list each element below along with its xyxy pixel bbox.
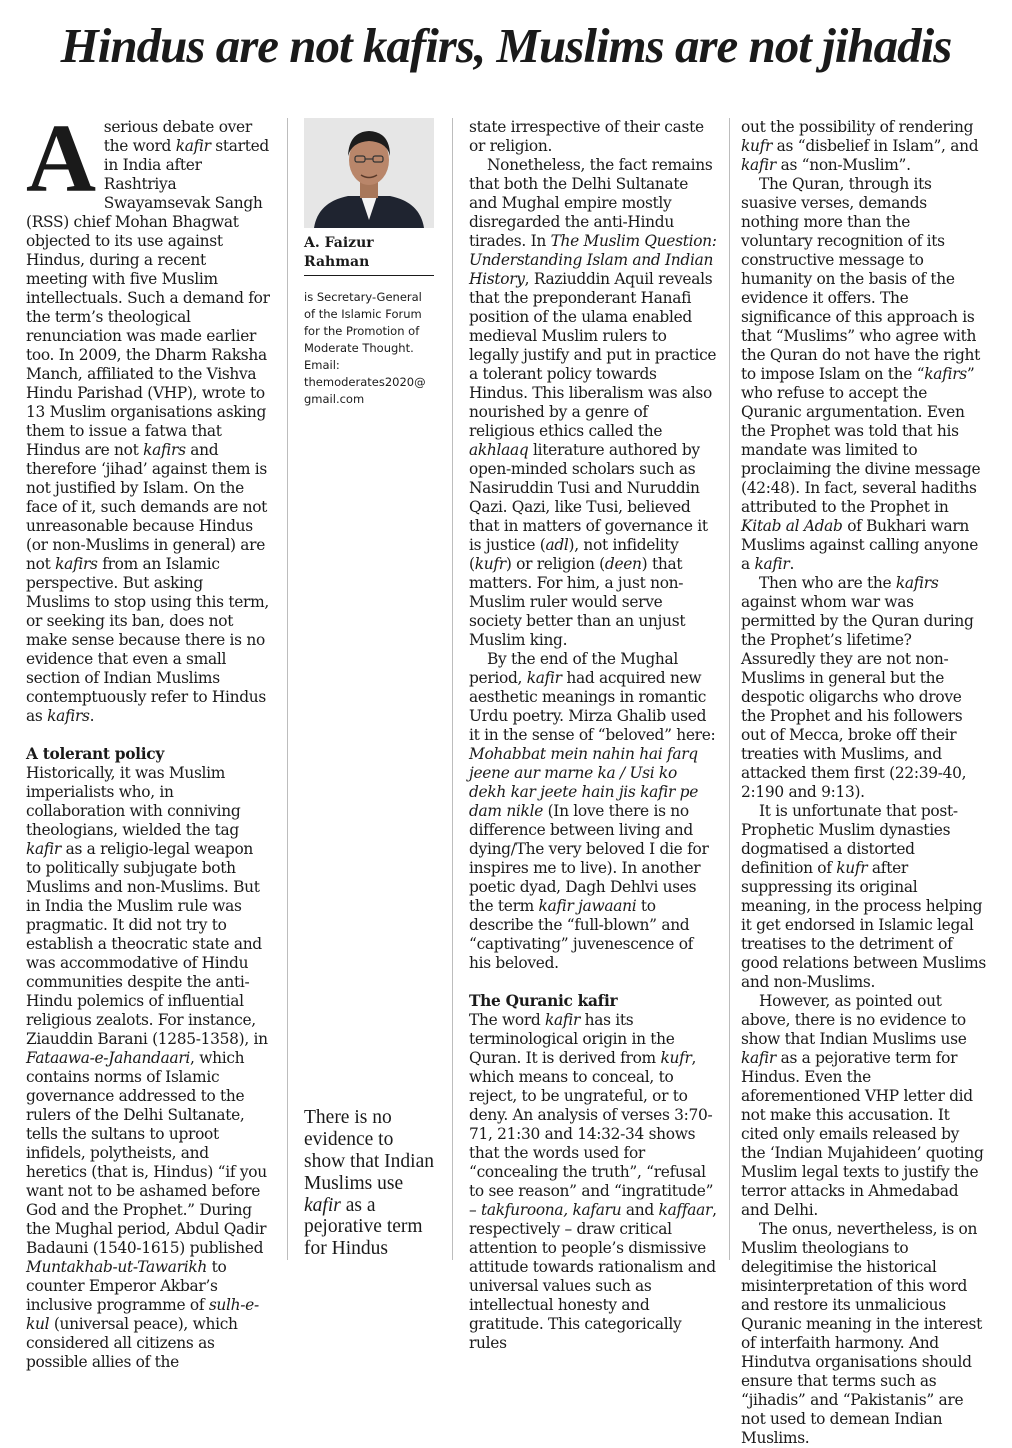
article-paragraph: Historically, it was Muslim imperialists who, in collaboration with conniving theologians, wielded the tag kafir as a religio-legal weapon to politically subjugate both Muslims and non-Muslims. But in India the Muslim rule was pragmatic. It did not try to establish a theocratic state and was accommodative of Hindu communities despite the anti-Hindu polemics of influential religious zealots. For instance, Ziauddin Barani (1285-1358), in Fataawa-e-Jahandaari, which contains norms of Islamic governance addressed to the rulers of the Delhi Sultanate, tells the sultans to uproot infidels, polytheists, and heretics (that is, Hindus) “if you want not to be ashamed before God and the Prophet.” During the Mughal period, Abdul Qadir Badauni (1540-1615) published Muntakhab-ut-Tawarikh to counter Emperor Akbar’s inclusive programme of sulh-e-kul (universal peace), which considered all citizens as possible allies of the xyxy=(26,764,268,1371)
author-bio: is Secretary-General of the Islamic Forum for the Promotion of Moderate Thought. Email: themoderates2020@ gmail.com xyxy=(304,290,426,406)
subhead-quranic-kafir: The Quranic kafir xyxy=(469,992,618,1010)
pull-quote: There is no evidence to show that Indian Muslims use kafir as a pejorative term for Hindus xyxy=(304,1107,434,1260)
article-column-1 xyxy=(26,105,271,1372)
article-paragraph: Then who are the kafirs against whom war was permitted by the Quran during the Prophet’s lifetime? Assuredly they are not non-Muslims in general but the despotic oligarchs who drove the Prophet and his followers out of Mecca, broke off their treaties with Muslims, and attacked them first (22:39-40, 2:190 and 9:13). xyxy=(741,574,974,801)
column-divider xyxy=(287,118,288,1260)
author-column xyxy=(304,118,434,1260)
article-paragraph: out the possibility of rendering kufr as “disbelief in Islam”, and kafir as “non-Muslim”. xyxy=(741,118,979,174)
article-paragraph: By the end of the Mughal period, kafir had acquired new aesthetic meanings in romantic Urdu poetry. Mirza Ghalib used it in the sense of “beloved” here: Mohabbat mein nahin hai farq jeene aur marne ka / Usi ko dekh kar jeete hain jis kafir pe dam nikle (In love there is no difference between living and dying/The very beloved I die for inspires me to live). In another poetic dyad, Dagh Dehlvi uses the term kafir jawaani to describe the “full-blown” and “captivating” juvenescence of his beloved. xyxy=(469,650,716,972)
author-name: A. Faizur Rahman xyxy=(304,234,434,276)
article-paragraph: Aserious debate over the word kafir started in India after Rashtriya Swayamsevak Sangh (RSS) chief Mohan Bhagwat objected to its use against Hindus, during a recent meeting with five Muslim intellectuals. Such a demand for the term’s theological renunciation was made earlier too. In 2009, the Dharm Raksha Manch, affiliated to the Vishva Hindu Parishad (VHP), wrote to 13 Muslim organisations asking them to issue a fatwa that Hindus are not kafirs and therefore ‘jihad’ against them is not justified by Islam. On the face of it, such demands are not unreasonable because Hindus (or non-Muslims in general) are not kafirs from an Islamic perspective. But asking Muslims to stop using this term, or seeking its ban, does not make sense because there is no evidence that even a small section of Indian Muslims contemptuously refer to Hindus as kafirs. xyxy=(26,105,270,725)
article-paragraph: The onus, nevertheless, is on Muslim theologians to delegitimise the historical misinterpretation of this word and restore its unmalicious Quranic meaning in the interest of interfaith harmony. And Hindutva organisations should ensure that terms such as “jihadis” and “Pakistanis” are not used to demean Indian Muslims. xyxy=(741,1220,982,1447)
article-column-3 xyxy=(469,118,717,1353)
article-paragraph: Nonetheless, the fact remains that both the Delhi Sultanate and Mughal empire mostly disregarded the anti-Hindu tirades. In The Muslim Question: Understanding Islam and Indian History, Raziuddin Aquil reveals that the preponderant Hanafi position of the ulama enabled medieval Muslim rulers to legally justify and put in practice a tolerant policy towards Hindus. This liberalism was also nourished by a genre of religious ethics called the akhlaaq literature authored by open-minded scholars such as Nasiruddin Tusi and Nuruddin Qazi. Qazi, like Tusi, believed that in matters of governance it is justice (adl), not infidelity (kufr) or religion (deen) that matters. For him, a just non-Muslim ruler would serve society better than an unjust Muslim king. xyxy=(469,156,717,649)
subhead-tolerant-policy: A tolerant policy xyxy=(26,745,164,763)
headline: Hindus are not kafirs, Muslims are not jihadis xyxy=(60,18,952,73)
article-paragraph: It is unfortunate that post-Prophetic Muslim dynasties dogmatised a distorted definition of kufr after suppressing its original meaning, in the process helping it get endorsed in Islamic legal treatises to the detriment of good relations between Muslims and non-Muslims. xyxy=(741,802,987,991)
article-paragraph: state irrespective of their caste or religion. xyxy=(469,118,704,155)
article-paragraph: However, as pointed out above, there is no evidence to show that Indian Muslims use kafir as a pejorative term for Hindus. Even the aforementioned VHP letter did not make this accusation. It cited only emails released by the ‘Indian Mujahideen’ quoting Muslim legal texts to justify the terror attacks in Ahmedabad and Delhi. xyxy=(741,992,984,1219)
author-photo-icon xyxy=(304,118,434,228)
article-paragraph: The word kafir has its terminological origin in the Quran. It is derived from kufr, which means to conceal, to reject, to be ungrateful, or to deny. An analysis of verses 3:70-71, 21:30 and 14:32-34 shows that the words used for “concealing the truth”, “refusal to see reason” and “ingratitude” – takfuroona, kafaru and kaffaar, respectively – draw critical attention to people’s dismissive attitude towards rationalism and universal values such as intellectual honesty and gratitude. This categorically rules xyxy=(469,1011,717,1352)
article-paragraph: The Quran, through its suasive verses, demands nothing more than the voluntary recognition of its constructive message to humanity on the basis of the evidence it offers. The significance of this approach is that “Muslims” who agree with the Quran do not have the right to impose Islam on the “kafirs” who refuse to accept the Quranic argumentation. Even the Prophet was told that his mandate was limited to proclaiming the divine message (42:48). In fact, several hadiths attributed to the Prophet in Kitab al Adab of Bukhari warn Muslims against calling anyone a kafir. xyxy=(741,175,981,573)
article-column-4 xyxy=(741,118,986,1448)
column-divider xyxy=(729,118,730,1260)
column-divider xyxy=(452,118,453,1260)
